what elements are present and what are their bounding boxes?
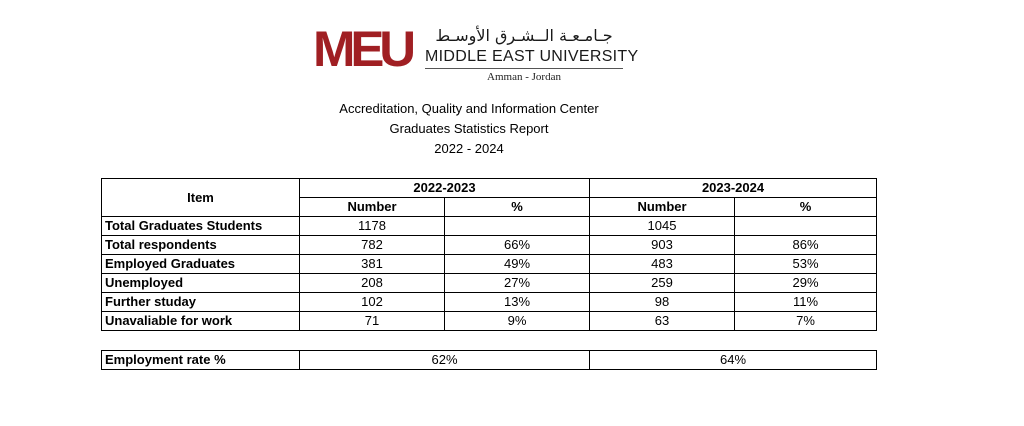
number-cell: 71 [300, 312, 445, 331]
table-header-row [102, 179, 877, 198]
number-cell: 63 [590, 312, 735, 331]
item-header: Item [102, 179, 300, 217]
employment-rate-row [102, 351, 877, 370]
logo-arabic-name: جـامـعـة الــشـرق الأوسـط [435, 26, 613, 45]
number-cell: 259 [590, 274, 735, 293]
table-row [102, 236, 877, 255]
report-heading [269, 99, 669, 159]
percent-cell: 53% [735, 255, 877, 274]
row-label: Total Graduates Students [102, 217, 300, 236]
percent-header: % [735, 198, 877, 217]
table-row [102, 217, 877, 236]
report-title: Graduates Statistics Report [389, 121, 549, 136]
number-cell: 483 [590, 255, 735, 274]
percent-header: % [445, 198, 590, 217]
number-cell: 782 [300, 236, 445, 255]
employment-rate-table [101, 350, 877, 370]
row-label: Further studay [102, 293, 300, 312]
percent-cell: 11% [735, 293, 877, 312]
row-label: Total respondents [102, 236, 300, 255]
percent-cell: 66% [445, 236, 590, 255]
employment-rate-label: Employment rate % [102, 351, 300, 370]
number-cell: 1045 [590, 217, 735, 236]
percent-cell [445, 217, 590, 236]
table-row [102, 274, 877, 293]
employment-rate-2023-2024: 64% [590, 351, 877, 370]
logo-divider [425, 68, 623, 69]
number-cell: 903 [590, 236, 735, 255]
logo-acronym: MEU [313, 21, 412, 77]
employment-rate-2022-2023: 62% [300, 351, 590, 370]
number-cell: 98 [590, 293, 735, 312]
percent-cell: 29% [735, 274, 877, 293]
row-label: Unemployed [102, 274, 300, 293]
number-header: Number [590, 198, 735, 217]
report-period: 2022 - 2024 [434, 141, 504, 156]
percent-cell: 86% [735, 236, 877, 255]
table-row [102, 293, 877, 312]
number-cell: 1178 [300, 217, 445, 236]
percent-cell [735, 217, 877, 236]
university-logo [313, 21, 639, 88]
period-header-2022-2023: 2022-2023 [300, 179, 590, 198]
percent-cell: 7% [735, 312, 877, 331]
number-cell: 208 [300, 274, 445, 293]
percent-cell: 9% [445, 312, 590, 331]
number-cell: 381 [300, 255, 445, 274]
row-label: Employed Graduates [102, 255, 300, 274]
percent-cell: 49% [445, 255, 590, 274]
center-name: Accreditation, Quality and Information Center [339, 101, 599, 116]
logo-english-name: MIDDLE EAST UNIVERSITY [425, 48, 639, 65]
logo-city: Amman - Jordan [487, 71, 561, 83]
number-cell: 102 [300, 293, 445, 312]
table-row [102, 312, 877, 331]
row-label: Unavaliable for work [102, 312, 300, 331]
table-row [102, 255, 877, 274]
percent-cell: 13% [445, 293, 590, 312]
period-header-2023-2024: 2023-2024 [590, 179, 877, 198]
percent-cell: 27% [445, 274, 590, 293]
number-header: Number [300, 198, 445, 217]
statistics-table [101, 178, 877, 331]
